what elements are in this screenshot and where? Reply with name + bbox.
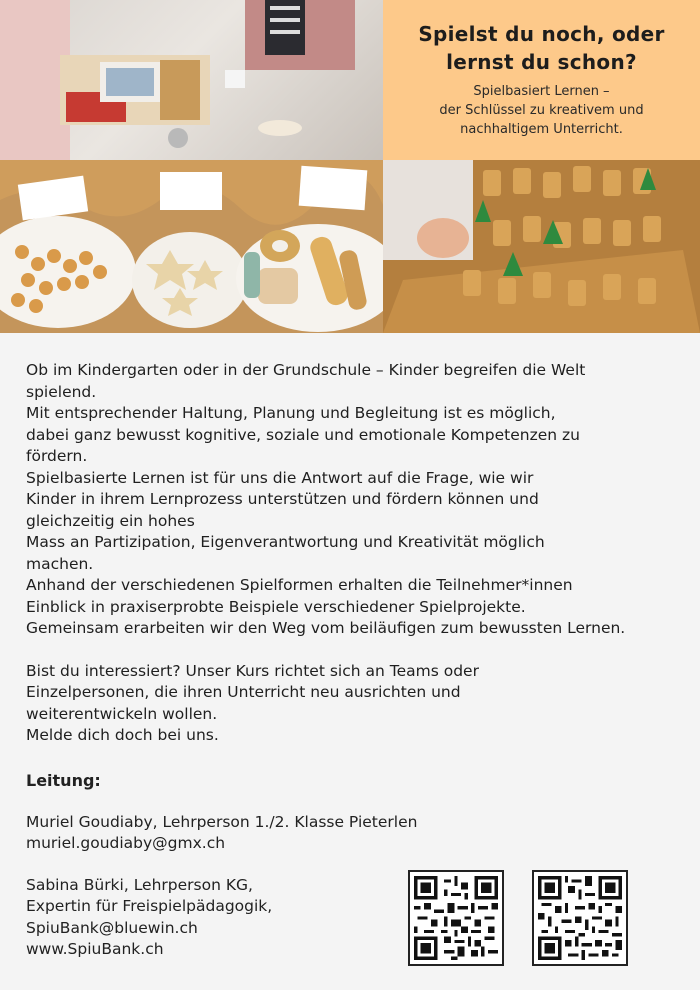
text-line: Einblick in praxiserprobte Beispiele verschiedener Spielprojekte.	[26, 597, 526, 616]
person-2-title: Expertin für Freispielpädagogik,	[26, 897, 273, 915]
text-line: fördern.	[26, 447, 88, 465]
text-line: Mass an Partizipation, Eigenverantwortung und Kreativität möglich	[26, 533, 545, 551]
wooden-blocks-illustration	[383, 160, 700, 333]
photo-wooden-blocks	[383, 160, 700, 333]
text-line: Mit entsprechender Haltung, Planung und Begleitung ist es möglich,	[26, 404, 556, 422]
subtitle-line-1: Spielbasiert Lernen –	[473, 84, 610, 99]
person-2-website[interactable]: www.SpiuBank.ch	[26, 940, 164, 958]
title-line-2: lernst du schon?	[446, 50, 637, 74]
text-line: Kinder in ihrem Lernprozess unterstützen und fördern können und	[26, 490, 539, 508]
title-banner	[383, 0, 700, 160]
person-1-email[interactable]: muriel.goudiaby@gmx.ch	[26, 834, 226, 852]
qr-code-2[interactable]	[532, 870, 628, 966]
qr-code-icon	[414, 876, 498, 960]
contact-person-1	[26, 812, 676, 855]
text-line: Bist du interessiert? Unser Kurs richtet sich an Teams oder	[26, 661, 479, 680]
text-line: Einzelpersonen, die ihren Unterricht neu ausrichten und	[26, 683, 461, 701]
qr-code-icon	[538, 876, 622, 960]
text-line: spielend.	[26, 382, 97, 401]
photo-cash-register	[0, 0, 383, 160]
text-line: Spielbasierte Lernen ist für uns die Antwort auf die Frage, wie wir	[26, 468, 534, 487]
text-line: weiterentwickeln wollen.	[26, 704, 218, 723]
subtitle	[383, 82, 700, 139]
subtitle-line-3: nachhaltigem Unterricht.	[460, 122, 623, 137]
subtitle-line-2: der Schlüssel zu kreativem und	[439, 103, 644, 118]
person-2-role: Sabina Bürki, Lehrperson KG,	[26, 875, 253, 894]
photo-baked-goods	[0, 160, 383, 333]
text-line: Melde dich doch bei uns.	[26, 726, 219, 744]
baked-goods-illustration	[0, 160, 383, 333]
text-line: Anhand der verschiedenen Spielformen erhalten die Teilnehmer*innen	[26, 576, 573, 594]
intro-paragraph	[26, 360, 676, 640]
qr-code-1[interactable]	[408, 870, 504, 966]
text-line: machen.	[26, 554, 94, 573]
text-line: gleichzeitig ein hohes	[26, 511, 195, 530]
text-line: dabei ganz bewusst kognitive, soziale und emotionale Kompetenzen zu	[26, 425, 580, 444]
text-line: Ob im Kindergarten oder in der Grundschule – Kinder begreifen die Welt	[26, 361, 586, 379]
page-title	[383, 20, 700, 76]
person-1-role: Muriel Goudiaby, Lehrperson 1./2. Klasse Pieterlen	[26, 812, 418, 831]
leitung-heading: Leitung:	[26, 770, 101, 790]
person-2-email[interactable]: SpiuBank@bluewin.ch	[26, 918, 198, 937]
title-line-1: Spielst du noch, oder	[418, 22, 665, 46]
interest-paragraph	[26, 661, 676, 747]
photo-collage	[0, 0, 700, 333]
cash-register-illustration	[0, 0, 383, 160]
text-line: Gemeinsam erarbeiten wir den Weg vom beiläufigen zum bewussten Lernen.	[26, 619, 626, 637]
